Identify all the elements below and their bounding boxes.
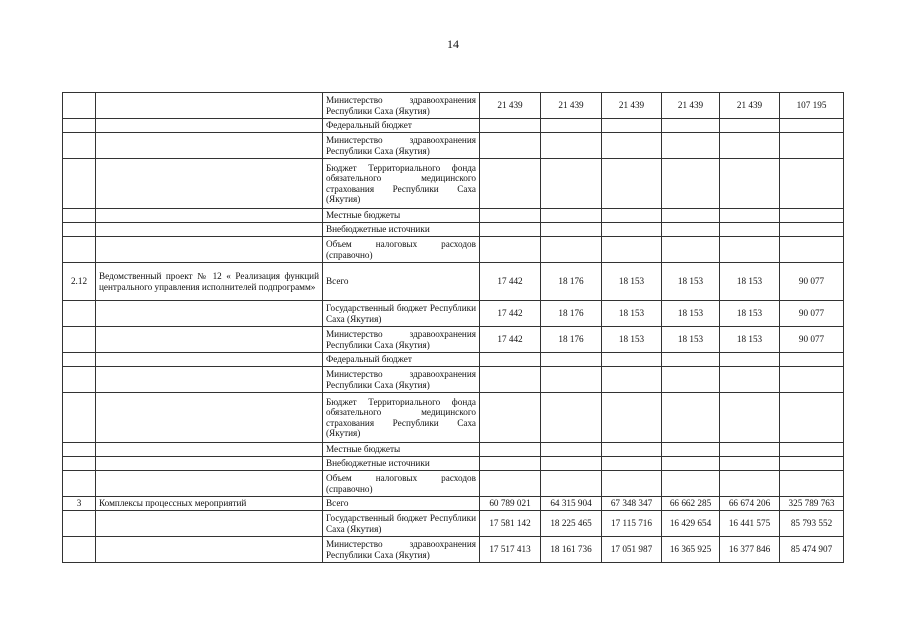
- item-name-cell: [96, 223, 323, 237]
- year-value-cell: 18 176: [541, 327, 602, 353]
- funding-source-cell: Местные бюджеты: [323, 209, 480, 223]
- table-row: [63, 457, 844, 471]
- total-value-cell: [780, 471, 844, 497]
- total-value-cell: [780, 209, 844, 223]
- year-value-cell: [662, 209, 720, 223]
- row-number-cell: [63, 367, 96, 393]
- table-body: [63, 93, 844, 563]
- year-value-cell: [720, 119, 780, 133]
- total-value-cell: [780, 223, 844, 237]
- page-number: 14: [447, 37, 459, 51]
- row-number-cell: [63, 353, 96, 367]
- year-value-cell: 18 161 736: [541, 537, 602, 563]
- year-value-cell: 17 051 987: [602, 537, 662, 563]
- year-value-cell: [662, 353, 720, 367]
- table-row: [63, 133, 844, 159]
- year-value-cell: 21 439: [541, 93, 602, 119]
- total-value-cell: [780, 159, 844, 209]
- year-value-cell: [602, 209, 662, 223]
- year-value-cell: 17 581 142: [480, 511, 541, 537]
- year-value-cell: [662, 443, 720, 457]
- table-row: [63, 471, 844, 497]
- total-value-cell: 85 793 552: [780, 511, 844, 537]
- table-row: [63, 393, 844, 443]
- year-value-cell: [541, 133, 602, 159]
- year-value-cell: [720, 237, 780, 263]
- year-value-cell: 66 662 285: [662, 497, 720, 511]
- year-value-cell: 18 153: [720, 301, 780, 327]
- year-value-cell: 16 429 654: [662, 511, 720, 537]
- item-name-cell: Комплексы процессных мероприятий: [96, 497, 323, 511]
- year-value-cell: [480, 209, 541, 223]
- row-number-cell: 3: [63, 497, 96, 511]
- year-value-cell: [480, 367, 541, 393]
- item-name-cell: [96, 353, 323, 367]
- year-value-cell: [541, 443, 602, 457]
- year-value-cell: 18 153: [602, 301, 662, 327]
- row-number-cell: [63, 327, 96, 353]
- total-value-cell: 90 077: [780, 301, 844, 327]
- total-value-cell: 90 077: [780, 327, 844, 353]
- year-value-cell: [541, 119, 602, 133]
- item-name-cell: [96, 159, 323, 209]
- budget-table: [62, 92, 844, 563]
- year-value-cell: [602, 119, 662, 133]
- year-value-cell: 18 153: [602, 263, 662, 301]
- row-number-cell: [63, 223, 96, 237]
- funding-source-cell: Объем налоговых расходов (справочно): [323, 471, 480, 497]
- year-value-cell: [541, 471, 602, 497]
- row-number-cell: [63, 471, 96, 497]
- table-row: [63, 237, 844, 263]
- item-name-cell: [96, 457, 323, 471]
- row-number-cell: [63, 93, 96, 119]
- year-value-cell: [480, 457, 541, 471]
- table-row: [63, 301, 844, 327]
- year-value-cell: 17 115 716: [602, 511, 662, 537]
- year-value-cell: 21 439: [720, 93, 780, 119]
- funding-source-cell: Внебюджетные источники: [323, 223, 480, 237]
- year-value-cell: [480, 443, 541, 457]
- year-value-cell: [720, 471, 780, 497]
- year-value-cell: [480, 159, 541, 209]
- row-number-cell: [63, 119, 96, 133]
- funding-source-cell: Местные бюджеты: [323, 443, 480, 457]
- year-value-cell: [720, 367, 780, 393]
- year-value-cell: 18 153: [662, 301, 720, 327]
- total-value-cell: 90 077: [780, 263, 844, 301]
- table-row: [63, 537, 844, 563]
- year-value-cell: [720, 133, 780, 159]
- item-name-cell: [96, 367, 323, 393]
- year-value-cell: [602, 457, 662, 471]
- item-name-cell: [96, 393, 323, 443]
- year-value-cell: [602, 471, 662, 497]
- year-value-cell: [720, 159, 780, 209]
- year-value-cell: [602, 353, 662, 367]
- year-value-cell: [480, 119, 541, 133]
- total-value-cell: [780, 367, 844, 393]
- year-value-cell: [602, 367, 662, 393]
- funding-source-cell: Федеральный бюджет: [323, 353, 480, 367]
- year-value-cell: [480, 237, 541, 263]
- year-value-cell: [662, 367, 720, 393]
- item-name-cell: [96, 119, 323, 133]
- year-value-cell: [541, 393, 602, 443]
- year-value-cell: 16 365 925: [662, 537, 720, 563]
- row-number-cell: [63, 159, 96, 209]
- table-row: [63, 443, 844, 457]
- year-value-cell: 18 225 465: [541, 511, 602, 537]
- year-value-cell: [541, 159, 602, 209]
- funding-source-cell: Министерство здравоохранения Республики Саха (Якутия): [323, 133, 480, 159]
- year-value-cell: 17 442: [480, 301, 541, 327]
- table-row: [63, 209, 844, 223]
- year-value-cell: [720, 223, 780, 237]
- funding-source-cell: Министерство здравоохранения Республики Саха (Якутия): [323, 327, 480, 353]
- total-value-cell: 85 474 907: [780, 537, 844, 563]
- total-value-cell: [780, 393, 844, 443]
- year-value-cell: 18 176: [541, 263, 602, 301]
- year-value-cell: [480, 393, 541, 443]
- year-value-cell: 64 315 904: [541, 497, 602, 511]
- year-value-cell: [480, 471, 541, 497]
- funding-source-cell: Объем налоговых расходов (справочно): [323, 237, 480, 263]
- row-number-cell: [63, 537, 96, 563]
- funding-source-cell: Бюджет Территориального фонда обязательного медицинского страхования Республики Саха (Якутия): [323, 393, 480, 443]
- item-name-cell: [96, 511, 323, 537]
- year-value-cell: 18 153: [602, 327, 662, 353]
- row-number-cell: [63, 457, 96, 471]
- funding-source-cell: Федеральный бюджет: [323, 119, 480, 133]
- funding-source-cell: Министерство здравоохранения Республики Саха (Якутия): [323, 537, 480, 563]
- table-row: [63, 353, 844, 367]
- year-value-cell: [662, 223, 720, 237]
- item-name-cell: [96, 237, 323, 263]
- year-value-cell: [602, 133, 662, 159]
- year-value-cell: [602, 223, 662, 237]
- year-value-cell: [541, 367, 602, 393]
- year-value-cell: 21 439: [602, 93, 662, 119]
- item-name-cell: [96, 93, 323, 119]
- funding-source-cell: Государственный бюджет Республики Саха (Якутия): [323, 301, 480, 327]
- total-value-cell: [780, 237, 844, 263]
- year-value-cell: 17 517 413: [480, 537, 541, 563]
- year-value-cell: [602, 393, 662, 443]
- year-value-cell: [720, 393, 780, 443]
- year-value-cell: 18 153: [662, 327, 720, 353]
- year-value-cell: [541, 353, 602, 367]
- year-value-cell: 67 348 347: [602, 497, 662, 511]
- funding-source-cell: Министерство здравоохранения Республики Саха (Якутия): [323, 367, 480, 393]
- row-number-cell: [63, 301, 96, 327]
- funding-source-cell: Бюджет Территориального фонда обязательного медицинского страхования Республики Саха (Якутия): [323, 159, 480, 209]
- year-value-cell: 18 153: [720, 327, 780, 353]
- year-value-cell: [602, 159, 662, 209]
- table-row: [63, 119, 844, 133]
- year-value-cell: [662, 471, 720, 497]
- row-number-cell: [63, 237, 96, 263]
- year-value-cell: 21 439: [480, 93, 541, 119]
- table-row: [63, 497, 844, 511]
- total-value-cell: [780, 353, 844, 367]
- table-row: [63, 327, 844, 353]
- item-name-cell: Ведомственный проект № 12 « Реализация функций центрального управления исполнителей подпрограмм»: [96, 263, 323, 301]
- table-row: [63, 511, 844, 537]
- year-value-cell: 18 153: [720, 263, 780, 301]
- year-value-cell: 66 674 206: [720, 497, 780, 511]
- year-value-cell: [541, 209, 602, 223]
- year-value-cell: [480, 133, 541, 159]
- total-value-cell: 325 789 763: [780, 497, 844, 511]
- year-value-cell: [541, 237, 602, 263]
- year-value-cell: 16 377 846: [720, 537, 780, 563]
- year-value-cell: 60 789 021: [480, 497, 541, 511]
- year-value-cell: 16 441 575: [720, 511, 780, 537]
- year-value-cell: [480, 223, 541, 237]
- row-number-cell: [63, 393, 96, 443]
- total-value-cell: [780, 443, 844, 457]
- row-number-cell: [63, 133, 96, 159]
- year-value-cell: [541, 457, 602, 471]
- row-number-cell: 2.12: [63, 263, 96, 301]
- item-name-cell: [96, 327, 323, 353]
- year-value-cell: [602, 237, 662, 263]
- year-value-cell: [720, 443, 780, 457]
- funding-source-cell: Государственный бюджет Республики Саха (Якутия): [323, 511, 480, 537]
- year-value-cell: 18 153: [662, 263, 720, 301]
- year-value-cell: [662, 457, 720, 471]
- year-value-cell: [480, 353, 541, 367]
- table-row: [63, 223, 844, 237]
- funding-source-cell: Внебюджетные источники: [323, 457, 480, 471]
- table-row: [63, 93, 844, 119]
- item-name-cell: [96, 537, 323, 563]
- year-value-cell: [662, 237, 720, 263]
- total-value-cell: [780, 133, 844, 159]
- item-name-cell: [96, 301, 323, 327]
- year-value-cell: 17 442: [480, 263, 541, 301]
- table-row: [63, 367, 844, 393]
- total-value-cell: 107 195: [780, 93, 844, 119]
- year-value-cell: [720, 353, 780, 367]
- year-value-cell: 17 442: [480, 327, 541, 353]
- table-row: [63, 159, 844, 209]
- item-name-cell: [96, 443, 323, 457]
- year-value-cell: [541, 223, 602, 237]
- year-value-cell: [602, 443, 662, 457]
- row-number-cell: [63, 511, 96, 537]
- funding-source-cell: Всего: [323, 497, 480, 511]
- row-number-cell: [63, 209, 96, 223]
- year-value-cell: [662, 393, 720, 443]
- item-name-cell: [96, 209, 323, 223]
- year-value-cell: [662, 119, 720, 133]
- table-row: [63, 263, 844, 301]
- total-value-cell: [780, 119, 844, 133]
- year-value-cell: [720, 209, 780, 223]
- item-name-cell: [96, 133, 323, 159]
- year-value-cell: [720, 457, 780, 471]
- funding-source-cell: Министерство здравоохранения Республики Саха (Якутия): [323, 93, 480, 119]
- year-value-cell: 21 439: [662, 93, 720, 119]
- funding-source-cell: Всего: [323, 263, 480, 301]
- total-value-cell: [780, 457, 844, 471]
- row-number-cell: [63, 443, 96, 457]
- year-value-cell: [662, 133, 720, 159]
- year-value-cell: [662, 159, 720, 209]
- item-name-cell: [96, 471, 323, 497]
- year-value-cell: 18 176: [541, 301, 602, 327]
